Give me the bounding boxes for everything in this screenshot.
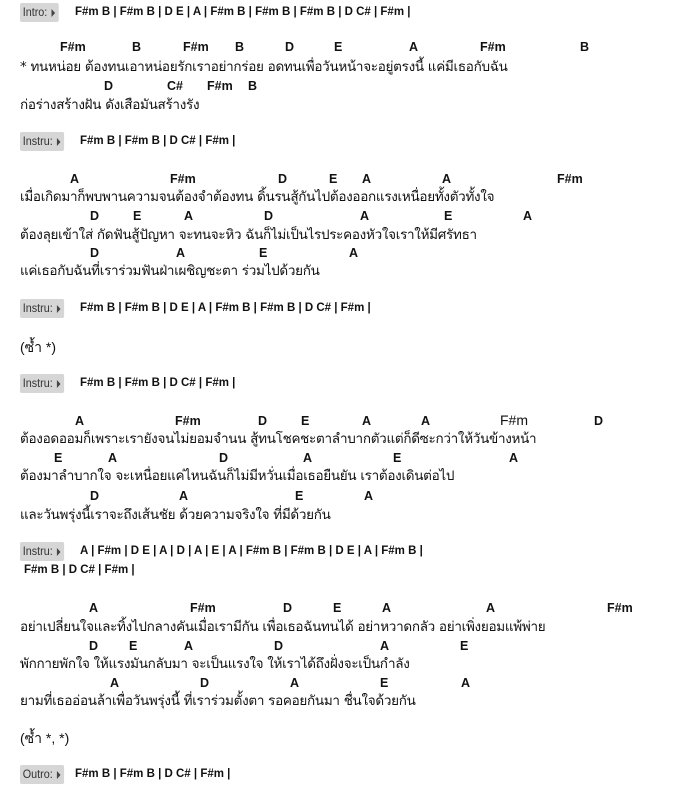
lyric-line: ยามที่เธออ่อนล้าเพื่อวันพรุ่งนี้ ที่เราร่วมตั้งตา รอคอยกันมา ชื่นใจด้วยกัน (20, 693, 416, 709)
chord: D (90, 246, 100, 260)
chord: D (594, 414, 604, 428)
chord: A (89, 601, 99, 615)
section-label-text: Instru: (22, 134, 53, 148)
chord: A (409, 40, 419, 54)
section-label-text: Instru: (22, 301, 53, 315)
section-label[interactable] (20, 374, 64, 393)
section-label[interactable] (20, 765, 64, 784)
play-triangle-icon (57, 548, 61, 556)
chord: A (303, 451, 313, 465)
chord: A (110, 676, 120, 690)
chord: A (184, 639, 194, 653)
lyric-line: * ทนหน่อย ต้องทนเอาหน่อยรักเราอย่ากร่อย อดทนเพื่อวันหน้าจะอยู่ตรงนี้ แค่มีเธอกับฉัน (20, 59, 508, 75)
chord: B (248, 79, 258, 93)
section-label-text: Intro: (22, 5, 48, 19)
chord: A (362, 414, 372, 428)
chord: E (334, 40, 343, 54)
chord: A (184, 209, 194, 223)
chord: D (283, 601, 293, 615)
chord: A (176, 246, 186, 260)
chord: D (258, 414, 268, 428)
chord: E (329, 172, 338, 186)
chord: A (362, 172, 372, 186)
chord-progression: A | F#m | D E | A | D | A | E | A | F#m B | F#m B | D E | A | F#m B | (80, 545, 423, 557)
section-label[interactable] (20, 299, 64, 318)
chord: F#m (207, 79, 233, 93)
chord: F#m (60, 40, 86, 54)
chord: E (301, 414, 310, 428)
lyric-line: ต้องลุยเข้าใส่ กัดฟันสู้ปัญหา จะทนจะหิว ฉันก็ไม่เป็นไรประคองหัวใจเราให้มีศรัทธา (20, 227, 477, 243)
repeat-note: (ซ้ำ *, *) (20, 730, 70, 746)
repeat-note: (ซ้ำ *) (20, 339, 57, 355)
chord: A (75, 414, 85, 428)
chord: D (104, 79, 114, 93)
chord: D (90, 489, 100, 503)
play-triangle-icon (57, 771, 61, 779)
chord: E (380, 676, 389, 690)
chord: D (219, 451, 229, 465)
chord: A (523, 209, 533, 223)
chord: A (290, 676, 300, 690)
chord: F#m (170, 172, 196, 186)
chord: A (380, 639, 390, 653)
chord: A (179, 489, 189, 503)
chord-progression: F#m B | F#m B | D C# | F#m | (80, 135, 236, 147)
chord: D (90, 209, 100, 223)
chord: A (442, 172, 452, 186)
lyric-line: และวันพรุ่งนี้เราจะถึงเส้นชัย ด้วยความจริงใจ ที่มีด้วยกัน (20, 507, 331, 523)
chord: D (264, 209, 274, 223)
chord-progression: F#m B | F#m B | D E | A | F#m B | F#m B | D C# | F#m | (80, 302, 371, 314)
chord: D (278, 172, 288, 186)
section-label-text: Instru: (22, 544, 53, 558)
chord: E (333, 601, 342, 615)
chord: E (129, 639, 138, 653)
chord: A (108, 451, 118, 465)
play-triangle-icon (57, 305, 61, 313)
chord: F#m (607, 601, 633, 615)
chord: E (133, 209, 142, 223)
chord: F#m (557, 172, 583, 186)
chord: F#m (480, 40, 506, 54)
play-triangle-icon (52, 9, 56, 17)
chord: B (235, 40, 245, 54)
chord: F#m (500, 412, 528, 428)
chord: E (444, 209, 453, 223)
chord: A (382, 601, 392, 615)
chord: E (460, 639, 469, 653)
chord: A (486, 601, 496, 615)
chord: A (421, 414, 431, 428)
chord: A (349, 246, 359, 260)
play-triangle-icon (57, 380, 61, 388)
lyric-line: พักกายพักใจ ให้แรงมันกลับมา จะเป็นแรงใจ ให้เราได้ถึงฝั่งจะเป็นกำลัง (20, 656, 410, 672)
chord-progression: F#m B | D C# | F#m | (24, 564, 135, 576)
chord: D (274, 639, 284, 653)
lyric-line: ก่อร่างสร้างฝัน ดังเสือมันสร้างรัง (20, 97, 200, 113)
chord: B (132, 40, 142, 54)
chord: D (285, 40, 295, 54)
chord: C# (167, 79, 183, 93)
section-label[interactable] (20, 132, 64, 151)
chord: E (54, 451, 63, 465)
play-triangle-icon (57, 138, 61, 146)
chord-progression: F#m B | F#m B | D C# | F#m | (75, 768, 231, 780)
section-label-text: Outro: (22, 767, 53, 781)
chord: A (461, 676, 471, 690)
chord: A (509, 451, 519, 465)
chord: F#m (183, 40, 209, 54)
chord: D (200, 676, 210, 690)
chord-progression: F#m B | F#m B | D C# | F#m | (80, 377, 236, 389)
chord: A (360, 209, 370, 223)
lyric-line: แค่เธอกับฉันที่เราร่วมฟันฝ่าเผชิญชะตา ร่วมไปด้วยกัน (20, 263, 320, 279)
chord: E (295, 489, 304, 503)
chord-progression: F#m B | F#m B | D E | A | F#m B | F#m B | F#m B | D C# | F#m | (75, 6, 411, 18)
section-label[interactable] (20, 542, 64, 561)
lyric-line: อย่าเปลี่ยนใจและทิ้งไปกลางคันเมื่อเรามีกัน เพื่อเธอฉันทนได้ อย่าหวาดกลัว อย่าเพิ่งยอมแพ้พ่าย (20, 619, 546, 635)
section-label[interactable] (20, 3, 59, 22)
lyric-line: ต้องอดออมก็เพราะเรายังจนไม่ยอมจำนน สู้ทนโชคชะตาลำบากตัวแต่ก็ดีซะกว่าให้วันข้างหน้า (20, 431, 537, 447)
chord: D (89, 639, 99, 653)
section-label-text: Instru: (22, 376, 53, 390)
chord: F#m (175, 414, 201, 428)
chord: A (70, 172, 80, 186)
lyric-line: เมื่อเกิดมาก็พบพานความจนต้องจำต้องทน ดิ้นรนสู้กันไปต้องออกแรงเหนื่อยทั้งตัวทั้งใจ (20, 189, 495, 205)
chord: B (580, 40, 590, 54)
lyric-line: ต้องมาลำบากใจ จะเหนื่อยแค่ไหนฉันก็ไม่มีหวั่นเมื่อเธอยืนยัน เราต้องเดินต่อไป (20, 468, 455, 484)
chord: E (259, 246, 268, 260)
chord: F#m (190, 601, 216, 615)
chord: A (364, 489, 374, 503)
chord: E (393, 451, 402, 465)
